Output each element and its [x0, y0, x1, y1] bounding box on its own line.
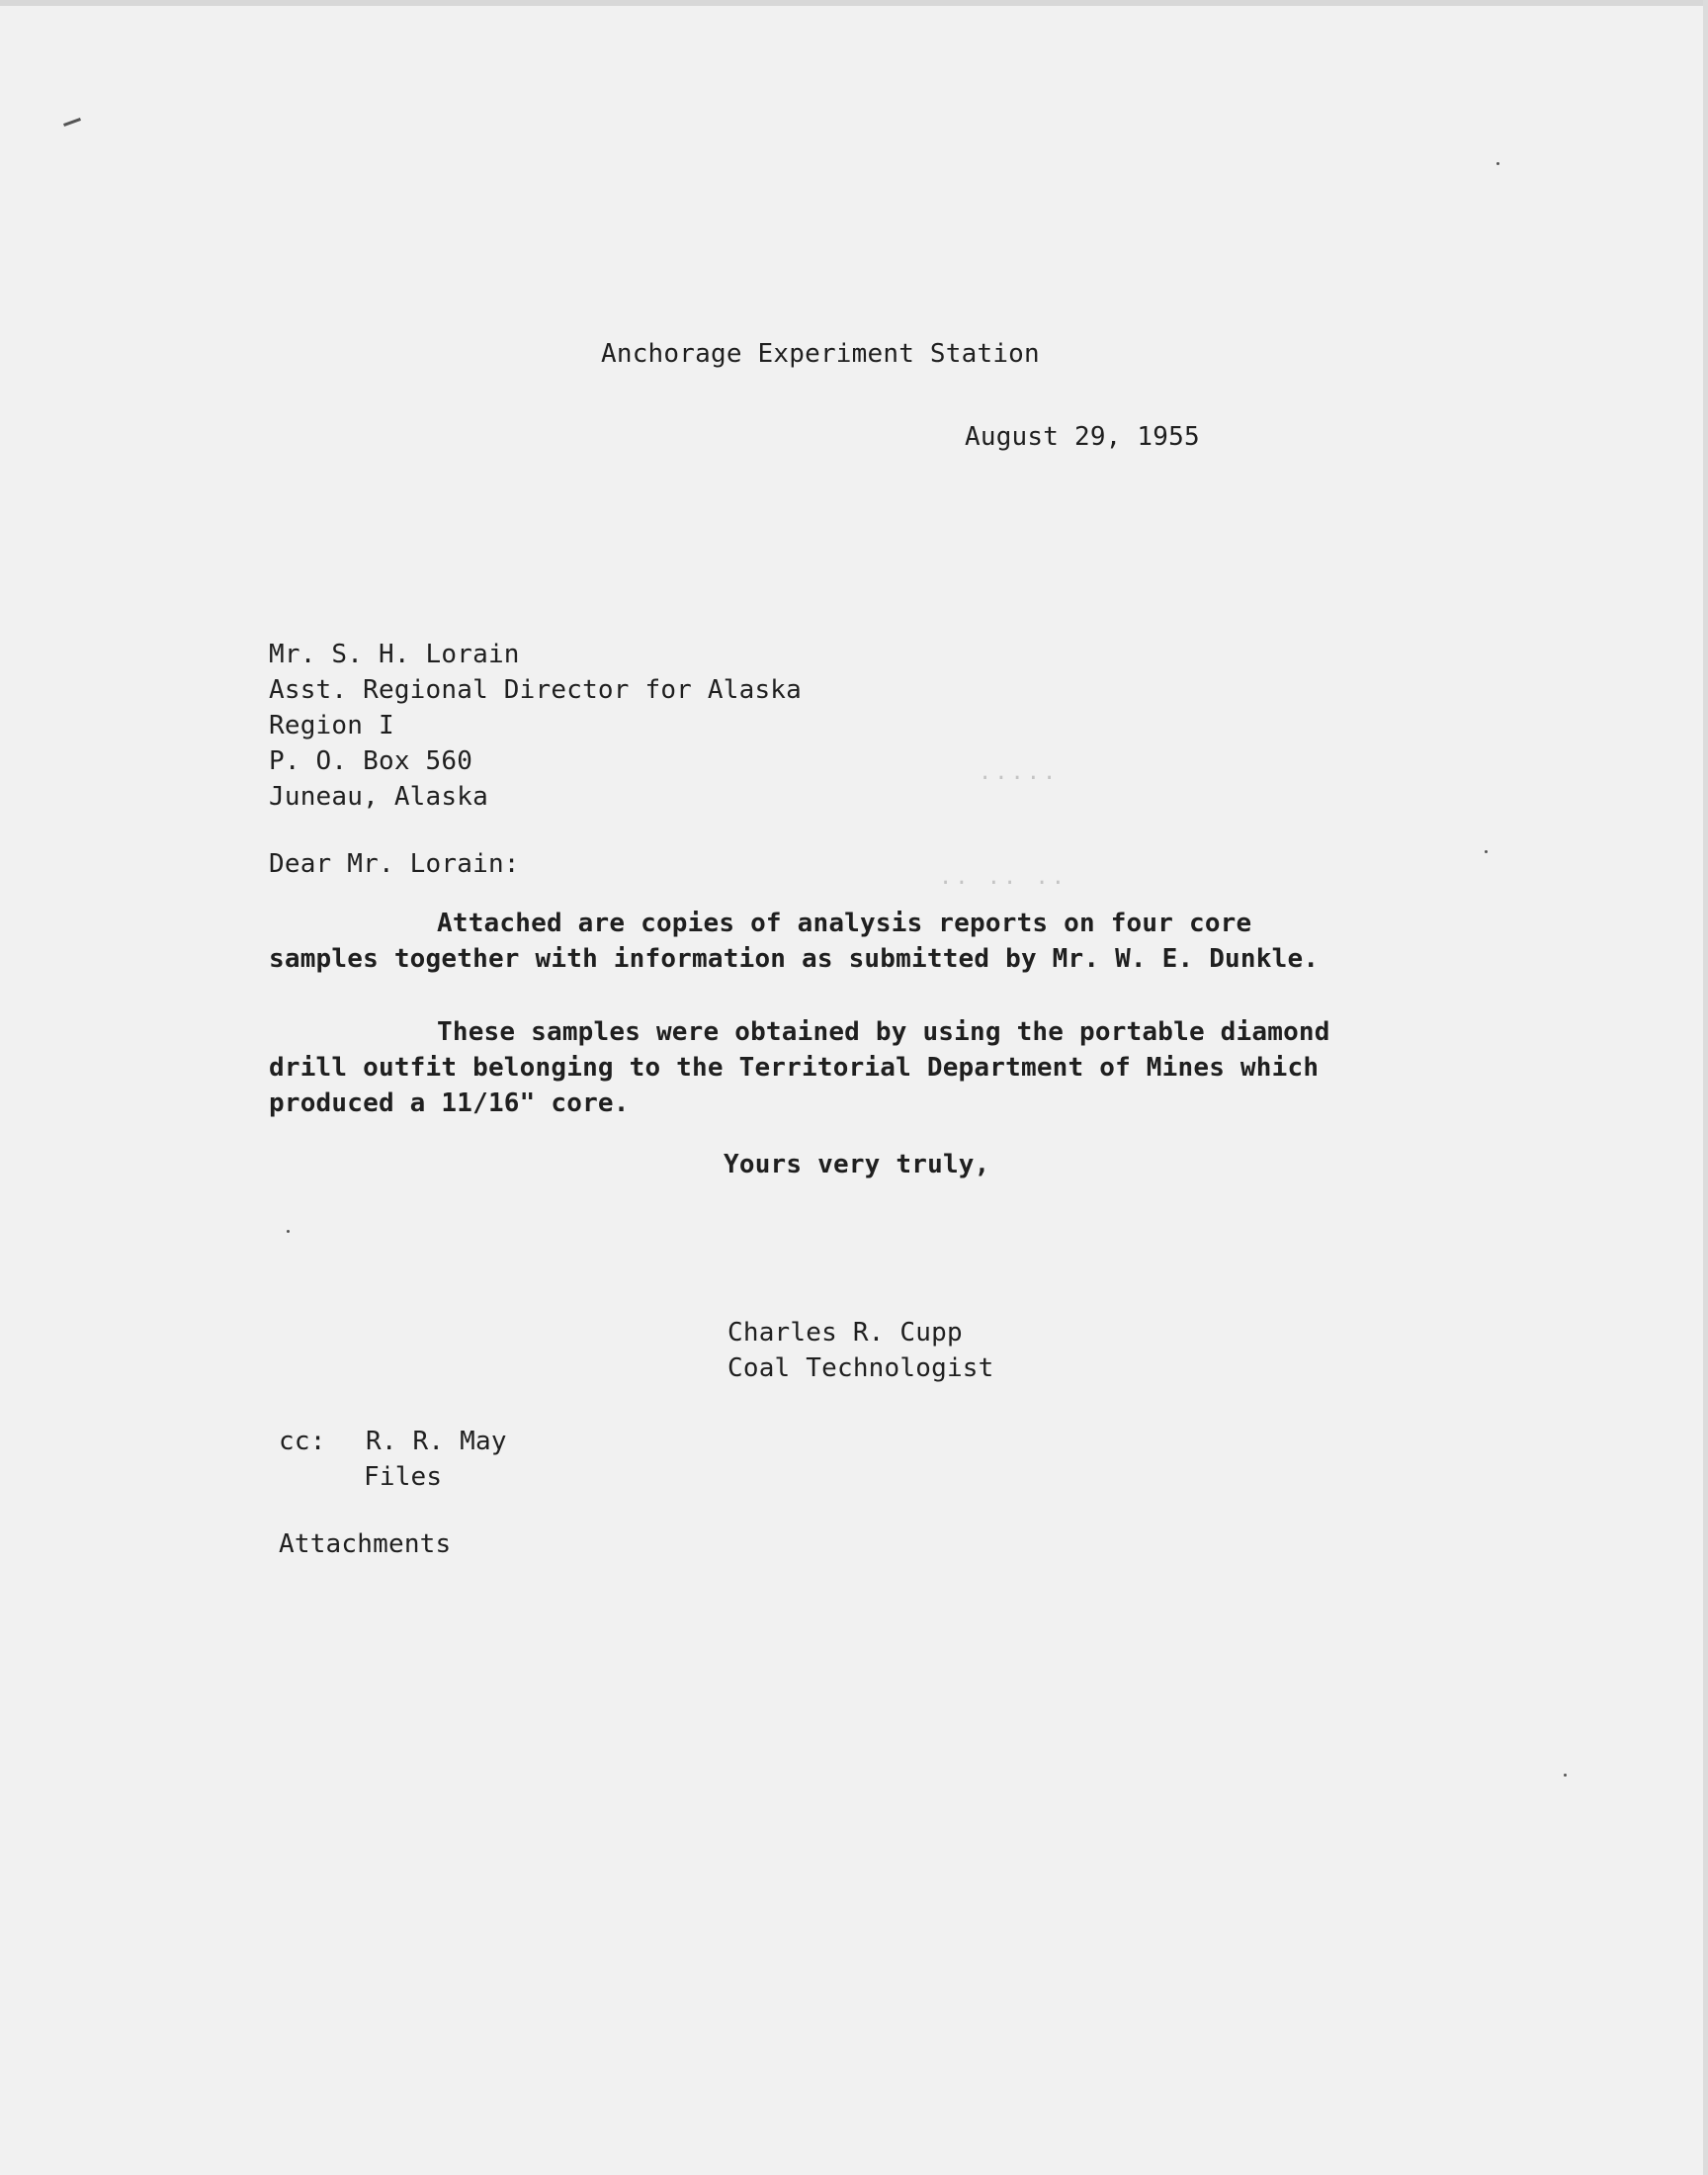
- salutation: Dear Mr. Lorain:: [269, 849, 520, 879]
- scan-speck: [1496, 162, 1499, 165]
- faint-stamp: ·····: [979, 766, 1060, 791]
- signature-title: Coal Technologist: [727, 1353, 994, 1383]
- cc-files: Files: [364, 1462, 443, 1492]
- scan-edge-right: [1703, 0, 1708, 2175]
- attachments-note: Attachments: [279, 1529, 452, 1559]
- scan-edge-top: [0, 0, 1708, 6]
- cc-recipient: R. R. May: [366, 1427, 507, 1456]
- letterhead: Anchorage Experiment Station: [601, 339, 1040, 369]
- recipient-city: Juneau, Alaska: [269, 782, 488, 812]
- paragraph-2-line-1: These samples were obtained by using the portable diamond: [437, 1017, 1330, 1047]
- paragraph-1-line-1: Attached are copies of analysis reports on four core: [437, 909, 1252, 938]
- recipient-box: P. O. Box 560: [269, 746, 473, 776]
- paragraph-2-line-3: produced a 11/16" core.: [269, 1088, 630, 1118]
- recipient-name: Mr. S. H. Lorain: [269, 640, 520, 669]
- letter-date: August 29, 1955: [965, 422, 1200, 452]
- closing: Yours very truly,: [724, 1150, 990, 1179]
- scan-speck: [1564, 1774, 1567, 1777]
- scan-speck: [1485, 850, 1488, 853]
- signature-name: Charles R. Cupp: [727, 1318, 963, 1348]
- faint-stamp: ·· ·· ··: [939, 871, 1068, 896]
- paragraph-2-line-2: drill outfit belonging to the Territorial Department of Mines which: [269, 1053, 1320, 1083]
- cc-label: cc:: [279, 1427, 326, 1456]
- scan-speck: [287, 1230, 290, 1233]
- paragraph-1-line-2: samples together with information as submitted by Mr. W. E. Dunkle.: [269, 944, 1320, 974]
- recipient-title: Asst. Regional Director for Alaska: [269, 675, 803, 705]
- scan-mark: [63, 118, 81, 127]
- recipient-region: Region I: [269, 711, 394, 740]
